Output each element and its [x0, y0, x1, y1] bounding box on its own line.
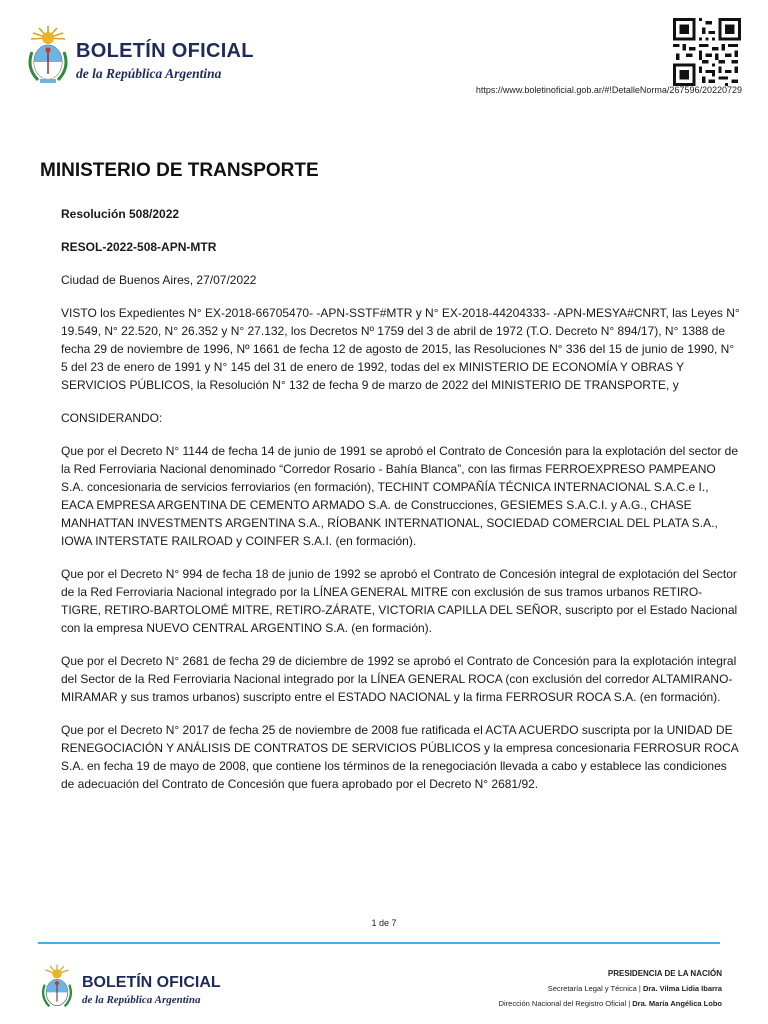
document-body	[61, 205, 741, 808]
footer-line-2-name: Dra. María Angélica Lobo	[632, 999, 722, 1008]
page-number: 1 de 7	[371, 918, 397, 928]
paragraph: Que por el Decreto N° 994 de fecha 18 de junio de 1992 se aprobó el Contrato de Concesión integral de explotación del Sector de la Red Ferroviaria Nacional integrado por la LÍNEA GENERAL MITRE con exclusión de sus tramos urbanos RETIRO-TIGRE, RETIRO-BARTOLOMÉ MITRE, RETIRO-ZÁRATE, VICTORIA CAPILLA DEL SEÑOR, suscripto por el Estado Nacional con la empresa NUEVO CENTRAL ARGENTINO S.A. (en formación).	[61, 567, 738, 635]
footer-credits	[499, 966, 722, 1011]
footer-line-1-org: Secretaría Legal y Técnica	[547, 984, 637, 993]
source-url[interactable]: https://www.boletinoficial.gob.ar/#!DetalleNorma/267596/20220729	[475, 85, 742, 95]
footer-line-2-org: Dirección Nacional del Registro Oficial	[498, 999, 627, 1008]
coat-of-arms-icon	[40, 962, 74, 1012]
footer-line-1-name: Dra. Vilma Lidia Ibarra	[642, 984, 722, 993]
coat-of-arms-icon	[26, 24, 70, 86]
qr-code-icon	[673, 18, 741, 86]
paragraph: Que por el Decreto N° 1144 de fecha 14 de junio de 1991 se aprobó el Contrato de Concesión para la explotación del sector de la Red Ferroviaria Nacional denominado “Corredor Rosario - Bahía Blanca”, con las firmas FERROEXPRESO PAMPEANO S.A. concesionaria de servicios ferroviarios (en formación), TECHINT COMPAÑÍA TÉCNICA INTERNACIONAL S.A.C.e I., EACA EMPRESA ARGENTINA DE CEMENTO ARMADO S.A. de Construcciones, GESIEMES S.A.C.I. y A.G., CHASE MANHATTAN INVESTMENTS ARGENTINA S.A., RÍOBANK INTERNATIONAL, SOCIEDAD COMERCIAL DEL PLATA S.A., IOWA INTERSTATE RAILROAD y COINFER S.A.I. (en formación).	[61, 444, 739, 548]
footer-line-2: Dirección Nacional del Registro Oficial | Dra. María Angélica Lobo	[498, 999, 722, 1008]
footer-line-1: Secretaría Legal y Técnica | Dra. Vilma Lidia Ibarra	[547, 984, 722, 993]
considerando-heading: CONSIDERANDO:	[61, 411, 163, 425]
logo-subtitle: de la República Argentina	[76, 66, 222, 81]
resolution-code: RESOL-2022-508-APN-MTR	[61, 240, 217, 254]
paragraph: Que por el Decreto N° 2681 de fecha 29 de diciembre de 1992 se aprobó el Contrato de Concesión para la explotación integral del Sector de la Red Ferroviaria Nacional integrado por la LÍNEA GENERAL ROCA (con exclusión del corredor ALTAMIRANO-MIRAMAR y sus tramos urbanos) suscripto entre el ESTADO NACIONAL y la firma FERROSUR ROCA S.A. (en formación).	[61, 654, 737, 704]
logo-title: BOLETÍN OFICIAL	[76, 40, 254, 62]
footer-logo-subtitle: de la República Argentina	[82, 994, 201, 1006]
header-logo	[26, 22, 266, 92]
ministry-title: MINISTERIO DE TRANSPORTE	[40, 160, 319, 181]
paragraph: Que por el Decreto N° 2017 de fecha 25 de noviembre de 2008 fue ratificada el ACTA ACUERDO suscripta por la UNIDAD DE RENEGOCIACIÓN Y ANÁLISIS DE CONTRATOS DE SERVICIOS PÚBLICOS y la empresa concesionaria FERROSUR ROCA S.A. en fecha 19 de mayo de 2008, que contiene los términos de la renegociación llevada a cabo y establece las condiciones de adecuación del Contrato de Concesión que fuera aprobado por el Decreto N° 2681/92.	[61, 723, 739, 791]
resolution-number: Resolución 508/2022	[61, 207, 180, 221]
place-date: Ciudad de Buenos Aires, 27/07/2022	[61, 273, 257, 287]
footer-divider	[38, 942, 720, 944]
footer-logo-title: BOLETÍN OFICIAL	[82, 974, 221, 991]
visto-paragraph: VISTO los Expedientes N° EX-2018-66705470- -APN-SSTF#MTR y N° EX-2018-44204333- -APN-MESYA#CNRT, las Leyes N° 19.549, N° 22.520, N° 26.352 y N° 27.132, los Decretos Nº 1759 del 3 de abril de 1972 (T.O. Decreto N° 894/17), N° 1388 de fecha 29 de noviembre de 1996, Nº 1661 de fecha 12 de agosto de 2015, las Resoluciones N° 336 del 15 de junio de 1990, N° 5 del 23 de enero de 1991 y N° 145 del 31 de enero de 1992, todas del ex MINISTERIO DE ECONOMÍA Y OBRAS Y SERVICIOS PÚBLICOS, la Resolución N° 132 de fecha 9 de marzo de 2022 del MINISTERIO DE TRANSPORTE, y	[61, 306, 740, 392]
footer-logo	[40, 960, 240, 1016]
presidency-label: PRESIDENCIA DE LA NACIÓN	[607, 969, 722, 978]
